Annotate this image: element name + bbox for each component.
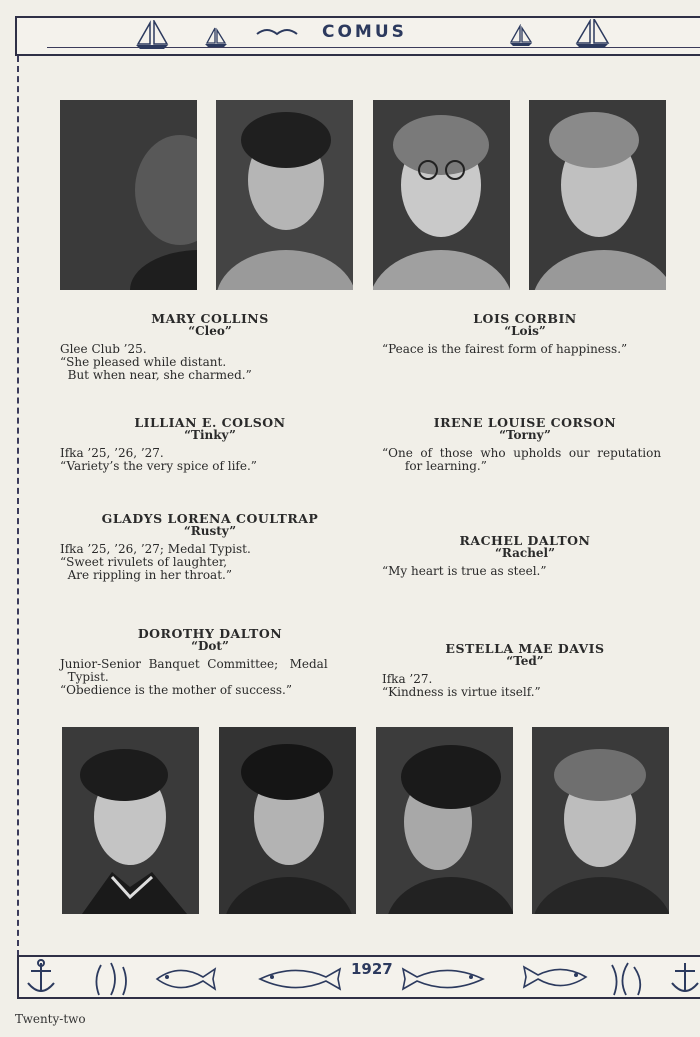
portrait-photo: [376, 727, 513, 914]
entry-line: Junior-Senior Banquet Committee; Medal: [60, 657, 328, 671]
sailboat-icon: [572, 19, 612, 49]
page-title: COMUS: [322, 22, 407, 42]
entry-line: “Kindness is virtue itself.”: [382, 685, 541, 699]
portrait-photo: [529, 100, 666, 290]
student-nickname: “Tinky”: [184, 428, 236, 442]
fish-icon: [149, 961, 219, 995]
student-entry: [382, 534, 668, 578]
entry-line: Glee Club ’25.: [60, 342, 147, 356]
footer-year: 1927: [351, 960, 393, 978]
fish-icon: [399, 963, 489, 995]
portrait-photo: [60, 100, 197, 290]
entry-line: “Variety’s the very spice of life.”: [60, 459, 257, 473]
left-border: [17, 56, 19, 956]
student-nickname: “Torny”: [499, 428, 551, 442]
fish-icon: [514, 961, 594, 995]
portrait-photo: [219, 727, 356, 914]
student-nickname: “Ted”: [506, 654, 544, 668]
student-name: MARY COLLINS: [151, 311, 269, 326]
seaweed-icon: [604, 959, 654, 997]
entry-line: Ifka ’27.: [382, 672, 433, 686]
student-name: DOROTHY DALTON: [137, 626, 283, 641]
student-entry: [382, 312, 668, 356]
student-name: ESTELLA MAE DAVIS: [445, 641, 605, 656]
student-name: LOIS CORBIN: [473, 311, 577, 326]
student-name: RACHEL DALTON: [459, 533, 591, 548]
header-banner: [15, 16, 700, 56]
entry-line: “Sweet rivulets of laughter,: [60, 555, 228, 569]
student-entry: [60, 312, 360, 382]
entry-line: “One of those who upholds our reputation: [382, 446, 662, 460]
student-entry: [60, 416, 360, 473]
entry-line: Ifka ’25, ’26, ’27; Medal Typist.: [60, 542, 251, 556]
entry-line: “Obedience is the mother of success.”: [60, 683, 293, 697]
entry-line: “She pleased while distant.: [60, 355, 227, 369]
sailboat-icon: [132, 20, 172, 50]
student-name: IRENE LOUISE CORSON: [433, 415, 617, 430]
entry-line: But when near, she charmed.”: [60, 368, 252, 382]
seagull-icon: [252, 22, 302, 42]
entry-line: Typist.: [60, 670, 109, 684]
student-entry: [60, 512, 360, 582]
fish-icon: [254, 963, 344, 995]
student-nickname: “Cleo”: [188, 324, 232, 338]
anchor-icon: [23, 959, 59, 997]
footer-banner: [17, 955, 700, 999]
portrait-photo: [62, 727, 199, 914]
student-name: GLADYS LORENA COULTRAP: [101, 511, 319, 526]
entry-line: for learning.”: [382, 459, 487, 473]
anchor-icon: [669, 959, 699, 997]
student-name: LILLIAN E. COLSON: [134, 415, 286, 430]
student-nickname: “Dot”: [191, 639, 229, 653]
sailboat-icon: [507, 24, 535, 48]
portrait-photo: [373, 100, 510, 290]
entry-line: Are rippling in her throat.”: [60, 568, 232, 582]
portrait-photo: [216, 100, 353, 290]
page-number: Twenty-two: [15, 1012, 86, 1026]
entry-line: Ifka ’25, ’26, ’27.: [60, 446, 164, 460]
student-entry: [60, 627, 360, 697]
student-entry: [382, 642, 668, 699]
student-nickname: “Rachel”: [494, 546, 556, 560]
entry-line: “Peace is the fairest form of happiness.”: [382, 342, 628, 356]
student-entry: [382, 416, 668, 473]
seaweed-icon: [89, 959, 139, 997]
student-nickname: “Lois”: [504, 324, 546, 338]
student-nickname: “Rusty”: [183, 524, 237, 538]
entry-line: “My heart is true as steel.”: [382, 564, 547, 578]
portrait-photo: [532, 727, 669, 914]
sailboat-icon: [202, 26, 230, 48]
